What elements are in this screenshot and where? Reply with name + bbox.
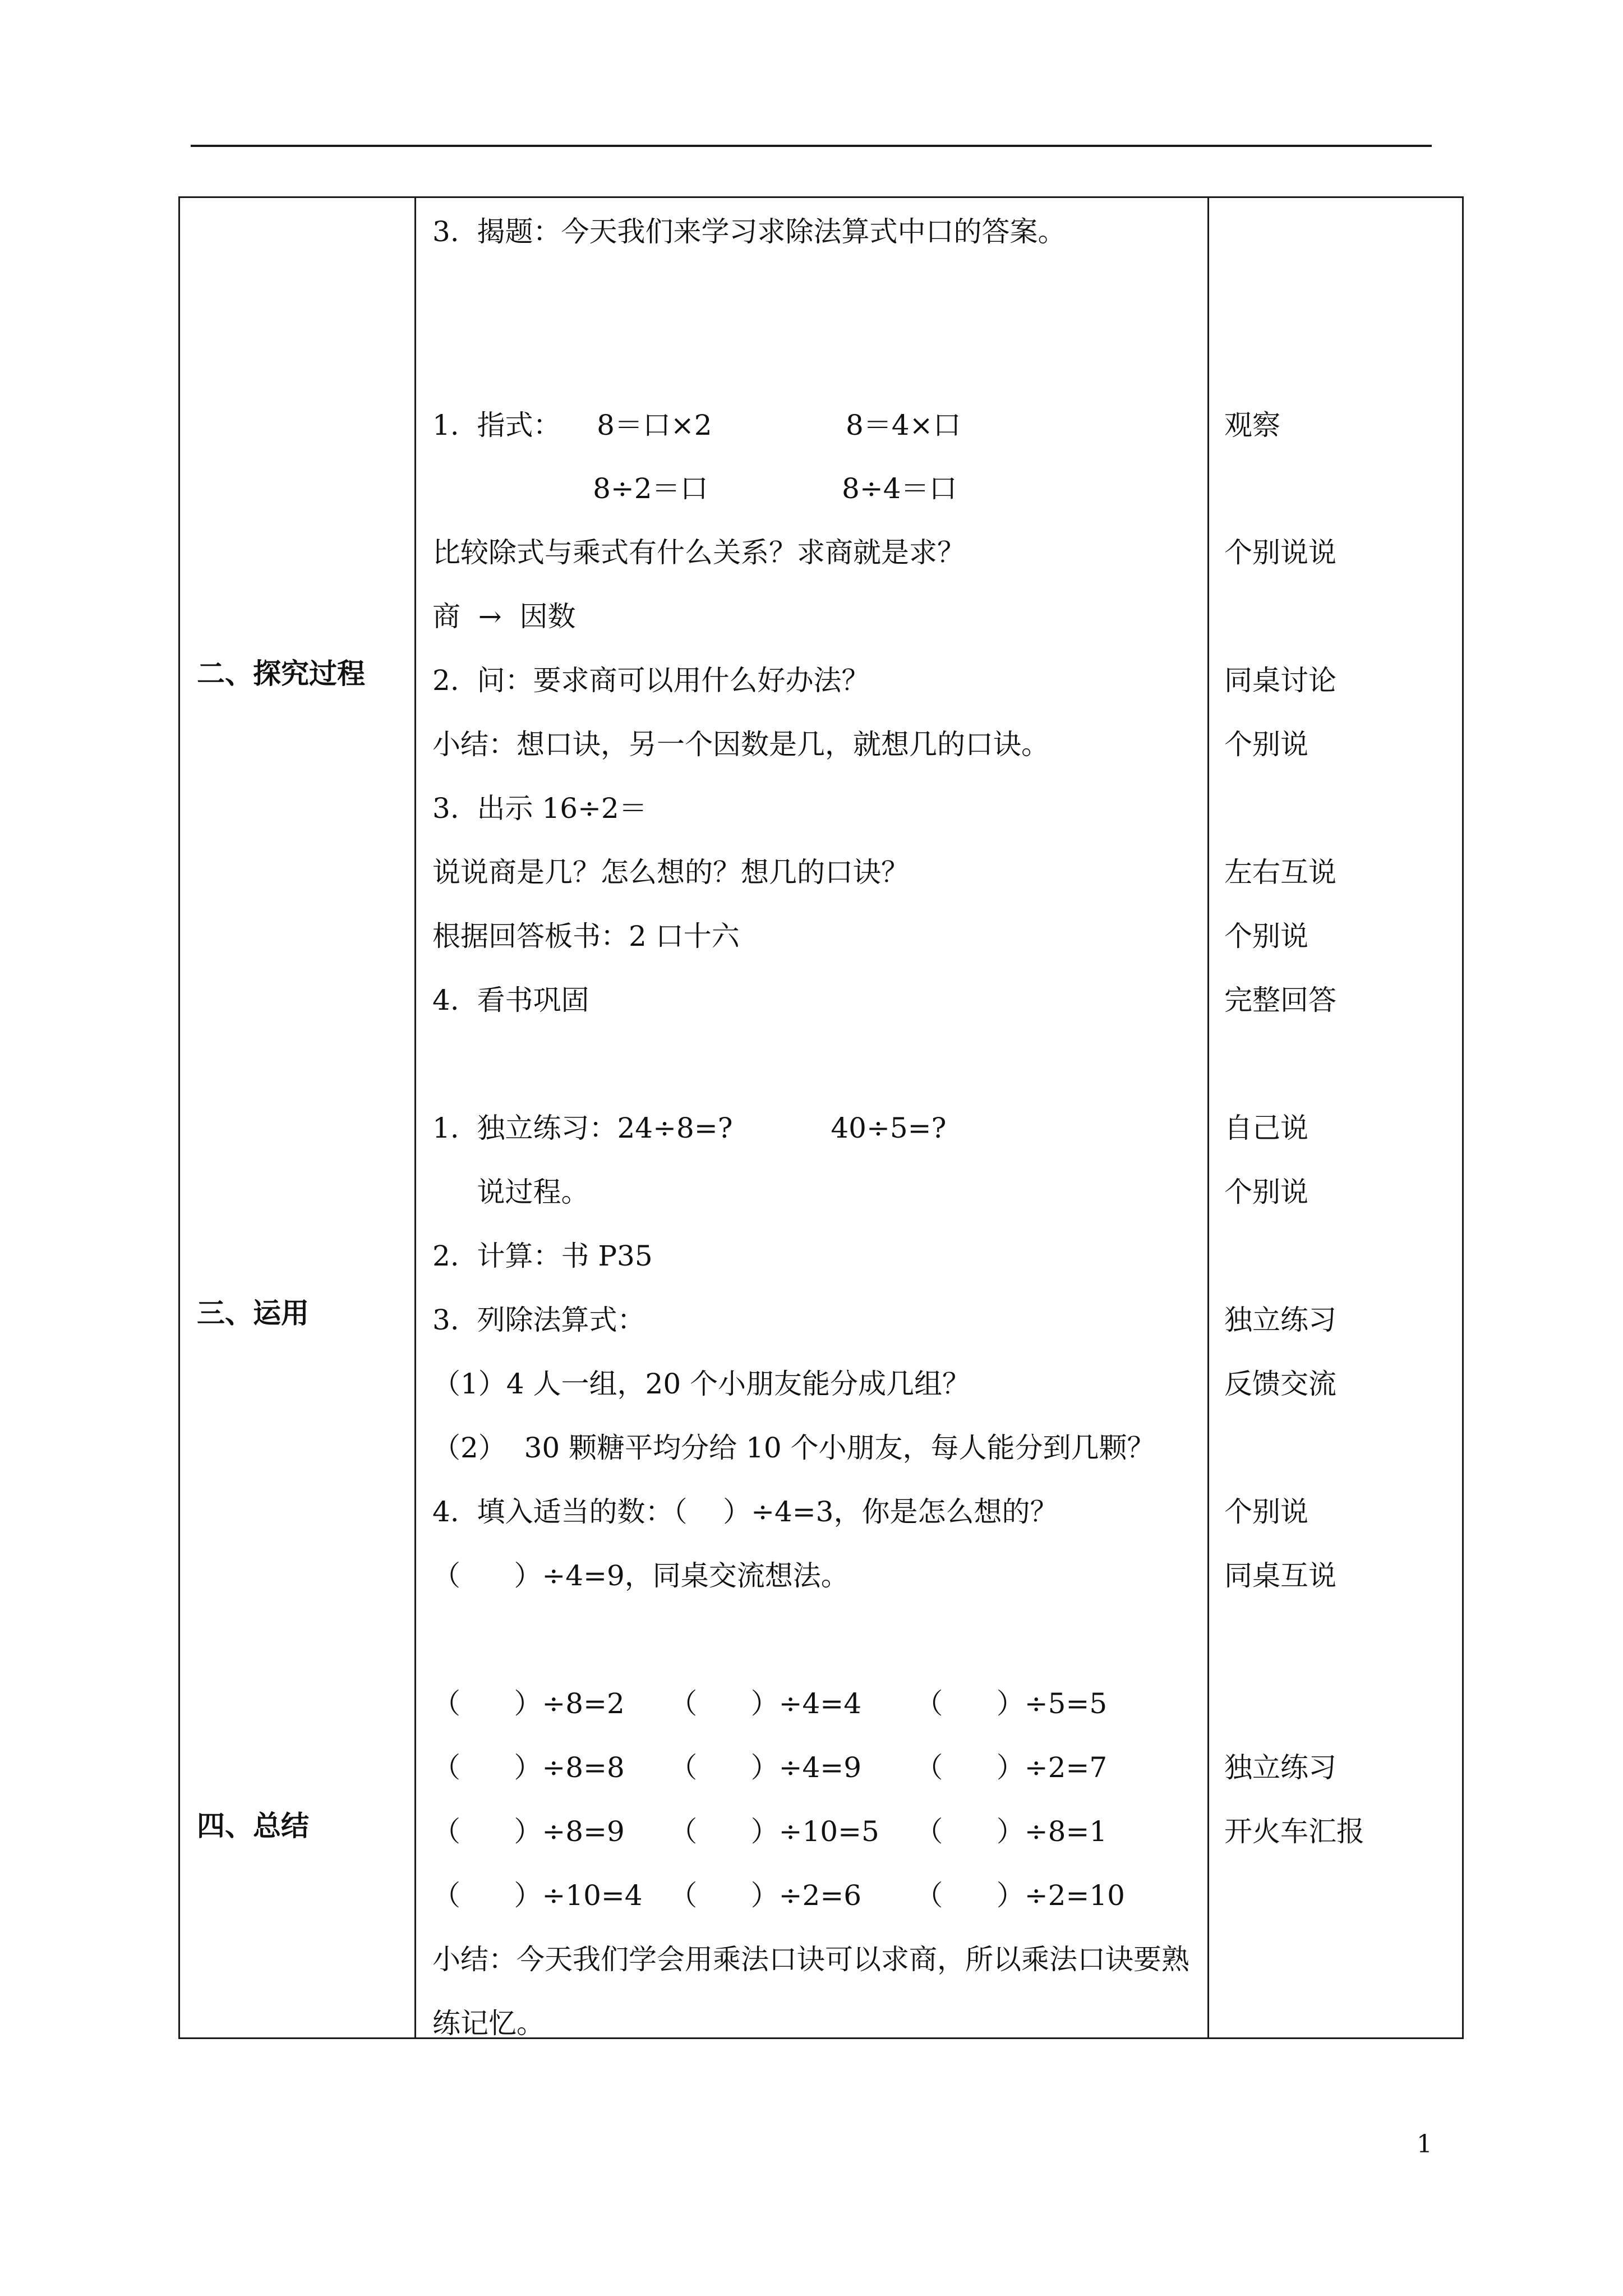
content-line: 3. 揭题：今天我们来学习求除法算式中口的答案。 (432, 215, 1066, 248)
lesson-table (178, 196, 1464, 2039)
content-line: （ ）÷8=9 （ ）÷10=5 （ ）÷8=1 (432, 1815, 1108, 1848)
content-line: 4. 填入适当的数：（ ）÷4=3，你是怎么想的？ (432, 1496, 1058, 1528)
content-line: 小结：想口诀，另一个因数是几，就想几的口诀。 (432, 728, 1049, 761)
content-line: 说过程。 (432, 1176, 589, 1208)
section-label-explore: 二、探究过程 (197, 657, 365, 690)
activity-line: 同桌讨论 (1224, 664, 1336, 697)
column-divider-1 (414, 198, 416, 2037)
activity-line: 自己说 (1224, 1112, 1308, 1144)
section-label-summary: 四、总结 (197, 1809, 309, 1842)
content-line: 比较除式与乘式有什么关系？求商就是求？ (432, 536, 965, 569)
content-line: 1. 指式： 8＝口×2 8＝4×口 (432, 409, 961, 441)
content-line: 2. 问：要求商可以用什么好办法？ (432, 664, 870, 697)
content-line: 3. 列除法算式： (432, 1304, 645, 1336)
activity-line: 观察 (1224, 409, 1280, 441)
activity-line: 独立练习 (1224, 1751, 1336, 1784)
content-line: 2. 计算：书 P35 (432, 1240, 653, 1272)
content-line: （1）4 人一组，20 个小朋友能分成几组？ (432, 1368, 971, 1400)
content-line: （ ）÷8=2 （ ）÷4=4 （ ）÷5=5 (432, 1687, 1108, 1720)
activity-line: 个别说 (1224, 1496, 1308, 1528)
activity-line: 个别说 (1224, 1176, 1308, 1208)
content-line: 说说商是几？怎么想的？想几的口诀？ (432, 856, 909, 889)
content-line: 商 → 因数 (432, 600, 576, 633)
section-label-apply: 三、运用 (197, 1296, 309, 1329)
activity-line: 左右互说 (1224, 856, 1336, 889)
content-line: （ ）÷10=4 （ ）÷2=6 （ ）÷2=10 (432, 1879, 1125, 1912)
activity-line: 同桌互说 (1224, 1559, 1336, 1592)
activity-line: 个别说 (1224, 728, 1308, 761)
content-line: 小结：今天我们学会用乘法口诀可以求商，所以乘法口诀要熟 (432, 1943, 1189, 1976)
activity-line: 反馈交流 (1224, 1368, 1336, 1400)
activity-line: 个别说说 (1224, 536, 1336, 569)
activity-line: 独立练习 (1224, 1304, 1336, 1336)
content-line: （ ）÷4=9，同桌交流想法。 (432, 1559, 849, 1592)
content-line: （2） 30 颗糖平均分给 10 个小朋友，每人能分到几颗？ (432, 1432, 1155, 1464)
column-divider-2 (1207, 198, 1209, 2037)
page-number: 1 (1417, 2130, 1432, 2159)
content-line: 3. 出示 16÷2＝ (432, 792, 647, 825)
content-line: 根据回答板书：2 口十六 (432, 920, 740, 953)
content-line: 4. 看书巩固 (432, 984, 589, 1016)
activity-line: 个别说 (1224, 920, 1308, 953)
content-line: 8÷2＝口 8÷4＝口 (432, 472, 957, 505)
header-rule (191, 145, 1432, 147)
content-line: 1. 独立练习：24÷8=? 40÷5=? (432, 1112, 947, 1144)
content-line: 练记忆。 (432, 2007, 545, 2040)
content-line: （ ）÷8=8 （ ）÷4=9 （ ）÷2=7 (432, 1751, 1108, 1784)
activity-line: 开火车汇报 (1224, 1815, 1364, 1848)
activity-line: 完整回答 (1224, 984, 1336, 1016)
